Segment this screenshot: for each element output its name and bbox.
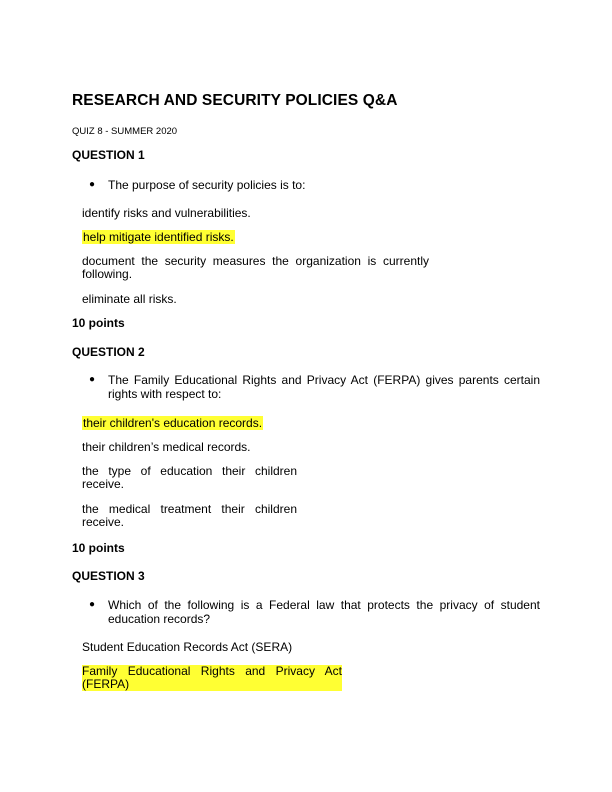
question-1-answer-4: eliminate all risks. <box>82 292 177 306</box>
question-3-heading: QUESTION 3 <box>72 569 145 583</box>
question-2-answer-2: their children’s medical records. <box>82 440 251 454</box>
question-3-prompt: Which of the following is a Federal law that protects the privacy of student education records? <box>108 598 540 626</box>
question-1-heading: QUESTION 1 <box>72 148 145 162</box>
question-2-answer-3: the type of education their children receive. <box>82 464 297 491</box>
bullet-icon: ● <box>89 374 96 385</box>
question-1-prompt: The purpose of security policies is to: <box>108 178 306 192</box>
question-2-answer-1-highlighted: their children's education records. <box>83 416 263 430</box>
bullet-icon: ● <box>89 179 96 190</box>
question-3-answer-2-highlighted: Family Educational Rights and Privacy Act (FERPA) <box>82 664 342 691</box>
question-2-points: 10 points <box>72 541 125 555</box>
question-2-heading: QUESTION 2 <box>72 345 145 359</box>
question-1-answer-2-highlighted: help mitigate identified risks. <box>83 230 234 244</box>
page-title: RESEARCH AND SECURITY POLICIES Q&A <box>72 92 398 109</box>
question-1-answer-1: identify risks and vulnerabilities. <box>82 206 251 220</box>
page-subtitle: QUIZ 8 - SUMMER 2020 <box>72 126 178 137</box>
question-3-answer-1: Student Education Records Act (SERA) <box>82 640 293 654</box>
question-2-answer-4: the medical treatment their children receive. <box>82 502 297 529</box>
question-2-prompt: The Family Educational Rights and Privacy Act (FERPA) gives parents certain rights with respect to: <box>108 373 540 401</box>
question-1-answer-3: document the security measures the organization is currently following. <box>82 254 429 281</box>
bullet-icon: ● <box>89 599 96 610</box>
question-1-points: 10 points <box>72 316 125 330</box>
